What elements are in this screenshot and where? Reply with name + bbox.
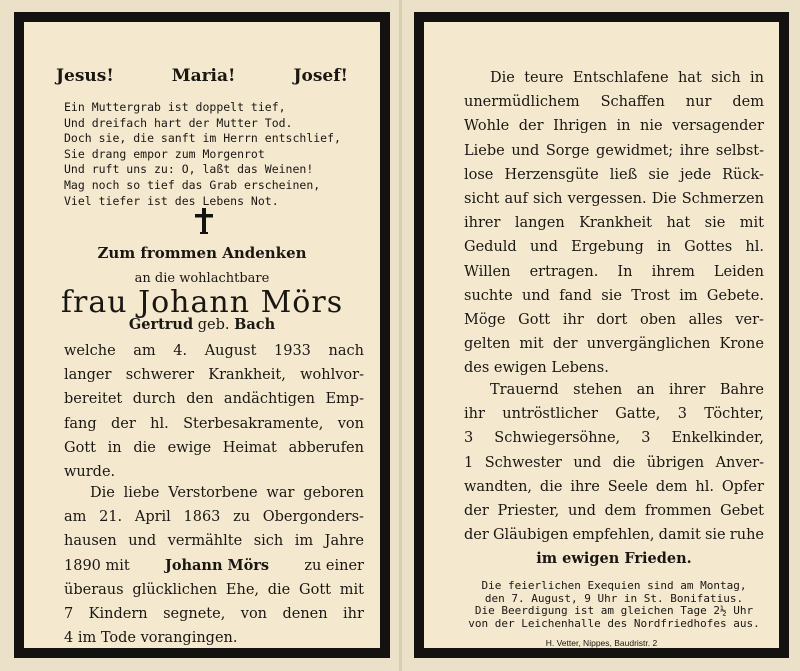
word: 7 [64, 606, 74, 623]
word: an [636, 382, 655, 398]
text-line [464, 90, 764, 114]
word: gelten [464, 336, 511, 353]
word: vergessen. [567, 191, 647, 208]
word: dem [732, 94, 764, 111]
word: der [464, 503, 489, 520]
text-line [464, 332, 764, 356]
word: empfehlen, [572, 527, 655, 544]
word: war [266, 485, 295, 501]
word: dem [604, 503, 637, 520]
word: sie [648, 166, 670, 183]
text-line-with-husband [64, 554, 364, 578]
text-line [464, 402, 764, 426]
printer-imprint: H. Vetter, Nippes, Baudristr. 2 [545, 638, 658, 648]
poem-line: Und dreifach hart der Mutter Tod. [64, 115, 293, 130]
text-line [64, 339, 364, 363]
word: Ehe, [225, 581, 260, 598]
word: ruhe [729, 527, 764, 544]
word: bereitet [64, 391, 123, 408]
word: Krankheit, [208, 367, 286, 384]
word: vermählte [167, 533, 243, 550]
word: im [294, 533, 314, 550]
word: Verstorbene [168, 485, 258, 501]
poem-line: Ein Muttergrab ist doppelt tief, [64, 100, 286, 114]
word: Heimat [222, 439, 277, 456]
text-line [64, 363, 364, 387]
word: segnete, [163, 606, 226, 623]
word: Entschlafene [572, 70, 669, 86]
word: auf [504, 191, 528, 208]
word: ihr [562, 312, 584, 329]
word: und [573, 454, 602, 471]
word: sich [532, 191, 563, 208]
eternal-peace-text: im ewigen Frieden. [536, 550, 692, 568]
word: dem [655, 478, 688, 495]
word: fand [559, 287, 592, 304]
biography-paragraph-2 [64, 481, 364, 650]
word: Trauernd [490, 382, 559, 398]
word: suchte [464, 287, 513, 304]
tribute-paragraph [464, 66, 764, 381]
word: Priester, [497, 503, 560, 520]
word: Die [90, 485, 115, 501]
dedication-line: an die wohlachtbare [134, 271, 270, 286]
word: und [128, 533, 157, 550]
word: andächtigen [223, 391, 315, 408]
word: Willen [464, 263, 511, 280]
word: August [204, 343, 257, 359]
word: glücklichen [132, 581, 218, 598]
word: Geduld [464, 239, 517, 256]
word: in [616, 118, 631, 135]
text-line [464, 163, 764, 187]
word: in [656, 239, 671, 256]
word: ihr [343, 606, 364, 623]
first-name: Gertrud [128, 316, 194, 333]
left-panel [14, 12, 390, 658]
poem-line: Doch sie, die sanft im Herrn entschlief, [64, 131, 341, 146]
text-line [464, 426, 764, 450]
word: versagender [672, 118, 764, 135]
word: nie [640, 118, 663, 135]
word: in [107, 439, 122, 456]
word: frommen [644, 503, 712, 520]
word: ihrem [651, 263, 695, 280]
word: mit [519, 336, 544, 353]
word: Gott [299, 581, 331, 598]
word: selbst- [715, 142, 764, 159]
text-line: des ewigen Lebens. [464, 360, 609, 377]
word: ließ [609, 166, 638, 183]
word: sich [711, 70, 741, 86]
word: sie [601, 287, 622, 304]
word: der [518, 118, 544, 135]
word: mit [339, 581, 364, 598]
text-line [64, 481, 364, 505]
text-line [64, 505, 364, 529]
deceased-name: frau Johann Mörs [60, 285, 344, 320]
cross-icon [192, 207, 216, 235]
word: Schwester [484, 454, 562, 471]
word: 3 [641, 430, 651, 447]
word: der [110, 415, 136, 432]
word: damit [658, 527, 701, 544]
word: ihrer [464, 215, 501, 232]
card-fold [399, 0, 402, 671]
word: Sterbesakramente, [183, 415, 324, 432]
word: Schmerzen [681, 191, 764, 208]
word: langer [64, 367, 112, 384]
word: abberufen [288, 439, 364, 456]
geb-label: geb. [193, 317, 235, 333]
word: stehen [573, 382, 623, 398]
word: von [240, 606, 268, 623]
husband-name: Johann Mörs [164, 556, 270, 574]
text-line [64, 436, 364, 460]
word: Gott [518, 312, 551, 329]
word: hl. [695, 478, 714, 495]
word: Kindern [88, 606, 148, 623]
word: Bahre [719, 382, 764, 398]
word: Emp- [325, 391, 364, 408]
word: fang [64, 415, 97, 432]
word: Ergebung [571, 239, 644, 256]
word: die [539, 478, 563, 495]
text-line: 4 im Tode vorangingen. [64, 630, 238, 647]
word: geboren [303, 485, 364, 501]
text-line: wurde. [64, 464, 116, 481]
word: Schaffen [600, 94, 665, 111]
text-line [464, 66, 764, 90]
text-fragment: zu einer [304, 557, 364, 574]
word: dort [596, 312, 628, 329]
word: und [529, 239, 558, 256]
word: Gebete. [706, 287, 764, 304]
word: von [337, 415, 364, 432]
notice-line: Die Beerdigung ist am gleichen Tage 2½ Uhr [474, 604, 754, 618]
word: die [133, 439, 156, 456]
text-line [64, 387, 364, 411]
word: Krone [719, 336, 764, 353]
word: Wohle [464, 118, 510, 135]
header-jesus: Jesus! [56, 66, 114, 86]
text-line [64, 602, 364, 626]
word: Gläubigen [492, 527, 569, 544]
word: Sorge [545, 142, 590, 159]
word: sicht [464, 191, 500, 208]
word: zu [233, 509, 251, 526]
word: in [750, 70, 764, 86]
word: April [134, 509, 171, 526]
word: hat [666, 215, 691, 232]
funeral-notice [464, 580, 764, 630]
text-line [464, 378, 764, 402]
word: ertragen. [529, 263, 599, 280]
word: ihre [679, 142, 710, 159]
word: der [552, 336, 578, 353]
text-line [464, 284, 764, 308]
notice-line: den 7. August, 9 Uhr in St. Bonifatius. [484, 591, 744, 605]
text-line [464, 260, 764, 284]
word: 1933 [274, 343, 311, 359]
word: Seele [607, 478, 649, 495]
word: 3 [464, 430, 474, 447]
word: ihrer [669, 382, 706, 398]
right-panel [414, 12, 789, 658]
word: untröstlicher [502, 406, 598, 423]
poem-line: Und ruft uns zu: O, laßt das Weinen! [64, 162, 314, 177]
word: Gottes [684, 239, 733, 256]
word: hat [677, 70, 702, 86]
maiden-name: Bach [234, 316, 276, 333]
text-line [464, 523, 764, 547]
word: Töchter, [704, 406, 764, 423]
word: den [186, 391, 214, 408]
word: durch [132, 391, 176, 408]
maiden-name-line [24, 316, 380, 333]
word: hl. [745, 239, 764, 256]
mourners-paragraph [464, 378, 764, 572]
word: 3 [677, 406, 687, 423]
text-fragment: 1890 mit [64, 557, 130, 574]
word: und [511, 142, 540, 159]
word: Schwiegersöhne, [494, 430, 621, 447]
word: sich [253, 533, 284, 550]
word: langen [514, 215, 565, 232]
word: jede [680, 166, 712, 183]
word: ihre [570, 478, 600, 495]
word: Möge [464, 312, 506, 329]
word: der [464, 527, 489, 544]
header-maria: Maria! [171, 66, 236, 86]
word: Ihrigen [553, 118, 607, 135]
text-line [64, 412, 364, 436]
word: In [617, 263, 633, 280]
word: Rück- [722, 166, 764, 183]
word: Krankheit [579, 215, 653, 232]
andenken-heading: Zum frommen Andenken [97, 244, 307, 262]
word: 4. [173, 343, 188, 359]
word: unvergänglichen [586, 336, 711, 353]
word: 1 [464, 454, 474, 471]
word: Gott [64, 439, 96, 456]
word: und [521, 287, 550, 304]
biography-paragraph-1 [64, 339, 364, 484]
word: alles [688, 312, 723, 329]
word: lose [464, 166, 494, 183]
word: sie [704, 215, 726, 232]
notice-line: Die feierlichen Exequien sind am Montag, [481, 579, 747, 592]
word: Herzensgüte [504, 166, 599, 183]
word: Gebet [720, 503, 764, 520]
text-line [464, 499, 764, 523]
word: denen [282, 606, 328, 623]
word: im [679, 287, 698, 304]
word: oben [640, 312, 676, 329]
text-line [464, 235, 764, 259]
word: überaus [64, 581, 124, 598]
text-line [464, 451, 764, 475]
word: Die [651, 191, 677, 208]
word: ewige [167, 439, 212, 456]
word: gewidmet; [595, 142, 674, 159]
word: am [64, 509, 87, 526]
text-line [464, 211, 764, 235]
word: am [133, 343, 156, 359]
word: liebe [123, 485, 160, 501]
word: Trost [631, 287, 670, 304]
word: welche [64, 343, 116, 359]
eternal-peace-line [464, 547, 764, 571]
word: hausen [64, 533, 117, 550]
word: nur [685, 94, 712, 111]
word: ihr [464, 406, 485, 423]
text-line [64, 529, 364, 553]
word: 21. [99, 509, 123, 526]
word: Obergonders- [262, 509, 364, 526]
word: und [567, 503, 596, 520]
word: Anver- [715, 454, 764, 471]
word: sie [704, 527, 726, 544]
holy-names-header [56, 66, 348, 86]
text-line [464, 114, 764, 138]
word: schwerer [125, 367, 195, 384]
word: unermüdlichem [464, 94, 580, 111]
word: Die [490, 70, 515, 86]
word: Leiden [713, 263, 764, 280]
word: ver- [735, 312, 764, 329]
word: übrigen [646, 454, 705, 471]
word: Gatte, [615, 406, 661, 423]
word: die [267, 581, 291, 598]
notice-line: von der Leichenhalle des Nordfriedhofes aus. [468, 616, 760, 630]
text-line [464, 187, 764, 211]
word: Jahre [324, 533, 364, 550]
word: wandten, [464, 478, 533, 495]
text-line [464, 308, 764, 332]
word: die [612, 454, 636, 471]
word: mit [739, 215, 764, 232]
poem-line: Mag noch so tief das Grab erscheinen, [64, 177, 321, 192]
word: hl. [150, 415, 169, 432]
text-line [464, 475, 764, 499]
text-line [464, 139, 764, 163]
word: teure [524, 70, 564, 86]
header-josef: Josef! [293, 66, 348, 86]
word: Liebe [464, 142, 505, 159]
poem-line: Viel tiefer ist des Lebens Not. [64, 193, 279, 208]
word: Enkelkinder, [671, 430, 764, 447]
word: nach [328, 343, 364, 359]
word: Opfer [721, 478, 764, 495]
poem [64, 100, 364, 209]
poem-line: Sie drang empor zum Morgenrot [64, 146, 265, 161]
word: wohlvor- [300, 367, 364, 384]
text-line [64, 578, 364, 602]
word: 1863 [183, 509, 221, 526]
